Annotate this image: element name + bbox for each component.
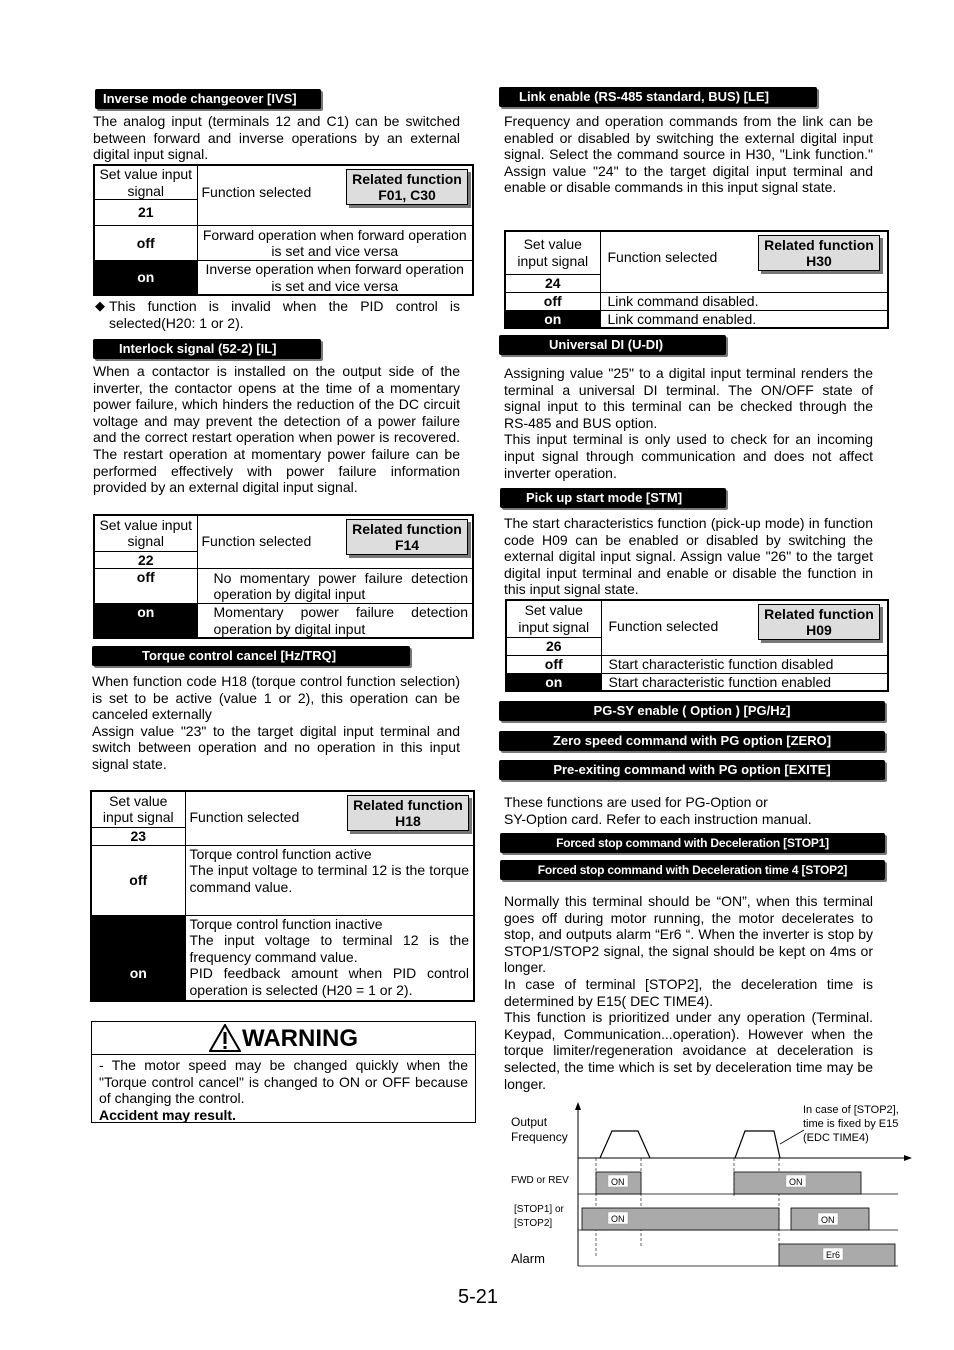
off-label: off bbox=[505, 292, 600, 310]
section-header-stop2: Forced stop command with Deceleration time 4 [STOP2] bbox=[500, 860, 885, 880]
udi-description bbox=[504, 365, 873, 481]
warning-bold-text: Accident may result. bbox=[99, 1106, 236, 1123]
off-function-text: No momentary power failure detection operation by digital input bbox=[197, 569, 473, 604]
label-alarm: Alarm bbox=[511, 1251, 545, 1266]
label-stop1: [STOP1] or bbox=[514, 1204, 564, 1215]
ivs-note: This function is invalid when the PID control is selected(H20: 1 or 2). bbox=[109, 298, 460, 331]
related-function-label: Related function bbox=[764, 606, 874, 622]
related-function-codes: F14 bbox=[394, 537, 420, 553]
section-header-zero: Zero speed command with PG option [ZERO] bbox=[499, 731, 885, 751]
on-function-text-2: The input voltage to terminal 12 is the frequency command value. bbox=[189, 932, 469, 965]
off-function-text: Link command disabled. bbox=[600, 292, 888, 310]
warning-triangle-icon bbox=[209, 1024, 241, 1052]
related-function-box bbox=[758, 604, 880, 640]
trq-table bbox=[90, 790, 475, 1002]
related-function-box bbox=[346, 169, 468, 205]
table-header-function: Function selected bbox=[607, 249, 718, 265]
related-function-codes: H18 bbox=[395, 813, 421, 829]
warning-body bbox=[92, 1055, 475, 1125]
off-function-text: Start characteristic function disabled bbox=[601, 655, 888, 673]
on-label: on bbox=[94, 604, 197, 639]
off-function-text-2: The input voltage to terminal 12 is the torque command value. bbox=[189, 862, 469, 895]
off-function-text: Forward operation when forward operation is set and vice versa bbox=[197, 226, 473, 261]
label-output: Output bbox=[511, 1115, 548, 1129]
related-function-label: Related function bbox=[352, 521, 462, 537]
related-function-codes: H09 bbox=[806, 622, 832, 638]
set-value-number: 26 bbox=[506, 637, 601, 655]
off-function-text-1: Torque control function active bbox=[189, 845, 372, 862]
stop-desc-3: This function is prioritized under any operation (Terminal. Keypad, Communication...operation). However when the torque limiter/regeneration avoidance at deceleration is selected, the time which is set by deceleration time may be longer. bbox=[504, 1009, 873, 1092]
related-function-box bbox=[346, 519, 468, 555]
il-description: When a contactor is installed on the output side of the inverter, the contactor opens at the time of a momentary power failure, which hinders the reduction of the DC circuit voltage and may prevent the detection of a power failure and the correct restart operation when power is recovered. The restart operation at momentary power failure can be performed effectively with power failure information provided by an external digital input signal. bbox=[93, 363, 460, 496]
le-table bbox=[504, 230, 889, 329]
udi-desc-2: This input terminal is only used to check for an incoming input signal through communication and does not affect inverter operation. bbox=[504, 431, 873, 481]
pg-desc-1: These functions are used for PG-Option or bbox=[504, 794, 768, 810]
on-label: on bbox=[506, 673, 601, 691]
warning-text: - The motor speed may be changed quickly when the "Torque control cancel" is changed to ON or OFF because of changing the control. bbox=[99, 1057, 468, 1107]
note-line-1: In case of [STOP2], bbox=[803, 1104, 899, 1116]
related-function-label: Related function bbox=[764, 237, 874, 253]
table-header-set-value: Set value input signal bbox=[505, 231, 600, 274]
section-header-exite: Pre-exiting command with PG option [EXITE] bbox=[499, 760, 885, 780]
il-table bbox=[93, 514, 474, 639]
set-value-number: 24 bbox=[505, 274, 600, 292]
ivs-description: The analog input (terminals 12 and C1) can be switched between forward and inverse operations by an external digital input signal. bbox=[93, 113, 460, 163]
x-axis-arrow-icon bbox=[904, 1155, 912, 1161]
note-line-3: (EDC TIME4) bbox=[803, 1132, 869, 1144]
pg-desc-2: SY-Option card. Refer to each instruction manual. bbox=[504, 810, 812, 827]
on-label: on bbox=[91, 915, 185, 1001]
stm-description: The start characteristics function (pick-up mode) in function code H09 can be enabled or disabled by switching the external digital input signal. Assign value "26" to the target digital input terminal and enable or disable the function in this input signal state. bbox=[504, 515, 873, 598]
warning-title-bar bbox=[92, 1022, 475, 1055]
off-label: off bbox=[91, 845, 185, 915]
freq-trapezoid-2 bbox=[735, 1131, 780, 1158]
section-header-trq: Torque control cancel [Hz/TRQ] bbox=[92, 646, 410, 666]
related-function-box bbox=[758, 235, 880, 271]
set-value-number: 21 bbox=[94, 200, 197, 226]
section-header-pg-hz: PG-SY enable ( Option ) [PG/Hz] bbox=[499, 701, 885, 721]
on-function-text: Inverse operation when forward operation is set and vice versa bbox=[197, 261, 473, 296]
label-fwd-rev: FWD or REV bbox=[511, 1175, 569, 1186]
label-frequency: Frequency bbox=[511, 1130, 568, 1144]
note-leader-line bbox=[780, 1130, 804, 1144]
stop-desc-1: Normally this terminal should be “ON”, when this terminal goes off during motor running, the motor decelerates to stop, and outputs alarm “Er6 “. When the inverter is stop by STOP1/STOP2 signal, the signal should be kept on 4ms or longer. bbox=[504, 893, 873, 976]
on-function-text: Start characteristic function enabled bbox=[601, 673, 888, 691]
table-header-function: Function selected bbox=[201, 533, 312, 549]
table-header-function: Function selected bbox=[608, 618, 719, 634]
on-label: on bbox=[505, 310, 600, 328]
section-header-udi: Universal DI (U-DI) bbox=[499, 335, 726, 355]
on-tag: ON bbox=[821, 1215, 835, 1225]
section-header-stm: Pick up start mode [STM] bbox=[500, 488, 726, 508]
page-number: 5-21 bbox=[458, 1286, 499, 1308]
section-header-il: Interlock signal (52-2) [IL] bbox=[93, 339, 321, 359]
udi-desc-1: Assigning value "25" to a digital input terminal renders the terminal a universal DI terminal. The ON/OFF state of signal input to this terminal can be checked through the RS-485 and BUS option. bbox=[504, 365, 873, 431]
off-function-cell bbox=[185, 845, 474, 915]
stop-timing-diagram bbox=[500, 1096, 920, 1276]
on-function-text-3: PID feedback amount when PID control operation is selected (H20 = 1 or 2). bbox=[189, 965, 469, 998]
trq-description bbox=[92, 673, 460, 773]
le-description: Frequency and operation commands from the link can be enabled or disabled by switching the external digital input signal. Select the command source in H30, "Link function." Assign value "24" to the target digital input terminal and enable or disable commands in this input signal state. bbox=[504, 113, 873, 196]
stop-description bbox=[504, 893, 873, 1092]
y-axis-arrow-icon bbox=[575, 1102, 581, 1110]
related-function-box bbox=[347, 795, 469, 831]
trq-desc-1: When function code H18 (torque control function selection) is set to be active (value 1 or 2), this operation can be canceled externally bbox=[92, 673, 460, 723]
section-header-stop1: Forced stop command with Deceleration [STOP1] bbox=[500, 833, 885, 853]
related-function-codes: F01, C30 bbox=[378, 187, 436, 203]
section-header-ivs: Inverse mode changeover [IVS] bbox=[95, 89, 321, 109]
on-tag: ON bbox=[611, 1214, 625, 1224]
off-label: off bbox=[94, 226, 197, 261]
table-header-set-value: Set value input signal bbox=[91, 791, 185, 827]
on-function-text: Link command enabled. bbox=[600, 310, 888, 328]
trq-desc-2: Assign value "23" to the target digital input terminal and switch between operation and no operation in this input signal state. bbox=[92, 722, 460, 772]
on-function-text-1: Torque control function inactive bbox=[189, 915, 383, 932]
note-line-2: time is fixed by E15 bbox=[803, 1118, 899, 1130]
ivs-table bbox=[93, 164, 474, 296]
warning-box bbox=[91, 1021, 476, 1123]
table-header-function: Function selected bbox=[189, 809, 300, 825]
on-function-text: Momentary power failure detection operation by digital input bbox=[197, 604, 473, 639]
section-header-le: Link enable (RS-485 standard, BUS) [LE] bbox=[499, 87, 817, 107]
table-header-set-value: Set value input signal bbox=[506, 600, 601, 637]
freq-trapezoid-1 bbox=[600, 1131, 650, 1158]
label-stop2: [STOP2] bbox=[514, 1218, 553, 1229]
off-label: off bbox=[506, 655, 601, 673]
on-tag: ON bbox=[789, 1177, 803, 1187]
related-function-label: Related function bbox=[353, 797, 463, 813]
off-label: off bbox=[94, 569, 197, 604]
related-function-label: Related function bbox=[352, 171, 462, 187]
related-function-codes: H30 bbox=[806, 253, 832, 269]
stm-table bbox=[505, 599, 889, 692]
pg-description bbox=[504, 794, 873, 827]
table-header-set-value: Set value input signal bbox=[94, 165, 197, 200]
table-header-function: Function selected bbox=[201, 184, 312, 200]
set-value-number: 23 bbox=[91, 827, 185, 845]
table-header-set-value: Set value input signal bbox=[94, 515, 197, 551]
er6-tag: Er6 bbox=[826, 1250, 841, 1260]
diamond-bullet-icon: ◆ bbox=[95, 298, 105, 313]
on-label: on bbox=[94, 261, 197, 296]
set-value-number: 22 bbox=[94, 551, 197, 569]
on-tag: ON bbox=[611, 1177, 625, 1187]
on-function-cell bbox=[185, 915, 474, 1001]
warning-title: WARNING bbox=[242, 1025, 358, 1052]
stop-desc-2: In case of terminal [STOP2], the deceleration time is determined by E15( DEC TIME4). bbox=[504, 975, 873, 1009]
